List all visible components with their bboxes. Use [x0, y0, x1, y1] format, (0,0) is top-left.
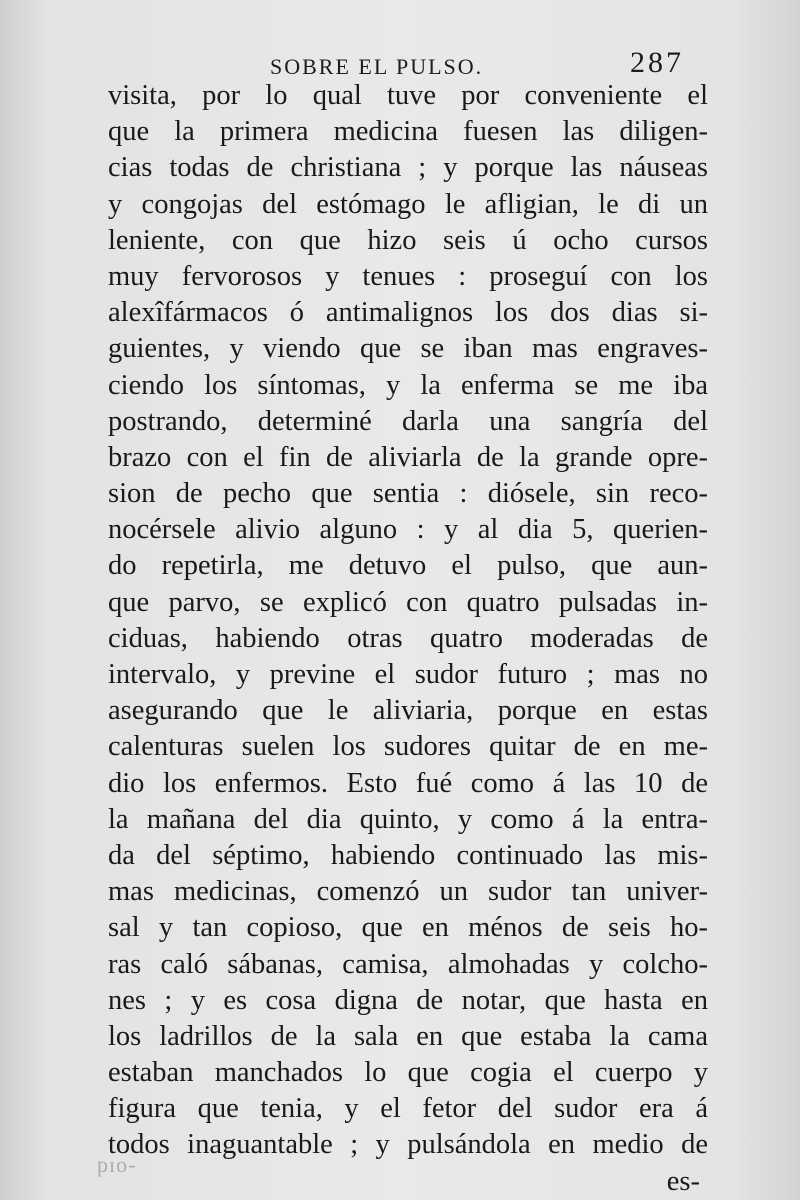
- text-line: sal y tan copioso, que en ménos de seis ho-: [108, 912, 708, 944]
- text-line: brazo con el fin de aliviarla de la grande opre-: [108, 441, 708, 473]
- text-line: asegurando que le aliviaria, porque en estas: [108, 695, 708, 727]
- text-line: todos inaguantable ; y pulsándola en medio de: [108, 1129, 708, 1161]
- text-line: y congojas del estómago le afligian, le di un: [108, 188, 708, 220]
- text-line: ras caló sábanas, camisa, almohadas y colcho-: [108, 948, 708, 980]
- text-line: calenturas suelen los sudores quitar de en me-: [108, 731, 708, 763]
- bleed-through-text: -oɪq: [96, 1152, 136, 1177]
- text-line: do repetirla, me detuvo el pulso, que aun-: [108, 550, 708, 582]
- text-line: que parvo, se explicó con quatro pulsadas in-: [108, 586, 708, 618]
- text-line: guientes, y viendo que se iban mas engraves-: [108, 333, 708, 365]
- text-line: leniente, con que hizo seis ú ocho cursos: [108, 224, 708, 256]
- text-line: nes ; y es cosa digna de notar, que hasta en: [108, 984, 708, 1016]
- running-title: SOBRE EL PULSO.: [270, 54, 484, 79]
- text-line: alexîfármacos ó antimalignos los dos dias si-: [108, 297, 708, 329]
- text-line: nocérsele alivio alguno : y al dia 5, querien-: [108, 514, 708, 546]
- text-line: figura que tenia, y el fetor del sudor era á: [108, 1093, 708, 1125]
- body-text: [108, 78, 708, 1200]
- text-line: la mañana del dia quinto, y como á la entra-: [108, 803, 708, 835]
- text-line: sion de pecho que sentia : diósele, sin reco-: [108, 478, 708, 510]
- text-line: ciendo los síntomas, y la enferma se me iba: [108, 369, 708, 401]
- text-line: estaban manchados lo que cogia el cuerpo y: [108, 1057, 708, 1089]
- text-line: da del séptimo, habiendo continuado las mis-: [108, 839, 708, 871]
- page-number: 287: [630, 46, 684, 79]
- text-line: ciduas, habiendo otras quatro moderadas de: [108, 622, 708, 654]
- text-line: cias todas de christiana ; y porque las náuseas: [108, 152, 708, 184]
- text-line: mas medicinas, comenzó un sudor tan univer-: [108, 876, 708, 908]
- text-line: intervalo, y previne el sudor futuro ; mas no: [108, 659, 708, 690]
- text-line: es-: [666, 1165, 700, 1197]
- text-line: que la primera medicina fuesen las diligen-: [108, 116, 708, 148]
- text-line: postrando, determiné darla una sangría del: [108, 405, 708, 437]
- text-line: los ladrillos de la sala en que estaba la cama: [108, 1020, 708, 1052]
- text-line: muy fervorosos y tenues : proseguí con los: [108, 260, 708, 292]
- text-line: dio los enfermos. Esto fué como á las 10 de: [108, 767, 708, 799]
- text-line: visita, por lo qual tuve por conveniente el: [108, 80, 708, 111]
